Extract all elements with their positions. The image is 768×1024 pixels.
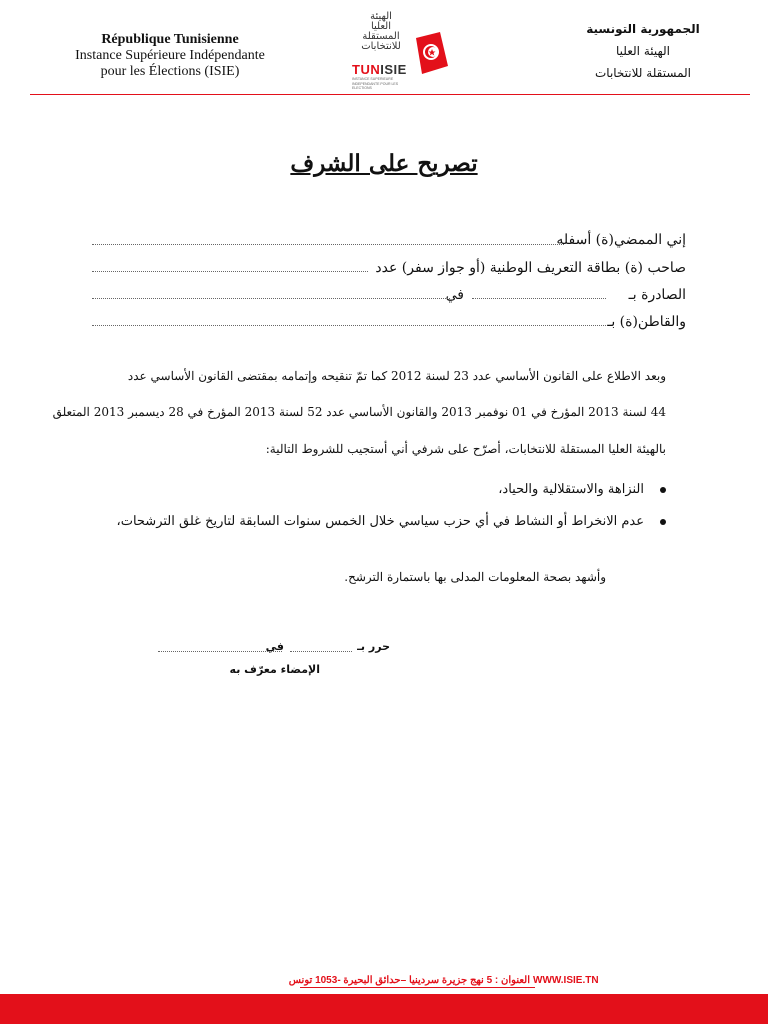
- isie-logo: [348, 12, 452, 94]
- body-paragraph-1: وبعد الاطلاع على القانون الأساسي عدد 23 لسنة 2012 كما تمّ تنقيحه وإتمامه بمقتضى القانون الأساسي عدد: [127, 369, 666, 383]
- body-paragraph-3: بالهيئة العليا المستقلة للانتخابات، أصرّح على شرفي أني أستجيب للشروط التالية:: [265, 442, 666, 456]
- logo-ar-line3: المستقلة: [362, 31, 400, 42]
- field-id-card-line[interactable]: [92, 271, 368, 272]
- footer: [30, 973, 730, 993]
- bullet-icon: [660, 519, 666, 525]
- logo-ar-line1: الهيئة: [370, 11, 392, 22]
- footer-address: العنوان : 5 نهج جزيرة سردينيا –حدائق البحيرة -1053 تونس: [288, 975, 530, 986]
- field-id-card-label: صاحب (ة) بطاقة التعريف الوطنية (أو جواز سفر) عدد: [375, 260, 686, 276]
- logo-ar-line4: للانتخابات: [361, 41, 401, 52]
- field-residing-line[interactable]: [92, 325, 606, 326]
- header-fr-line3: pour les Élections (ISIE): [100, 64, 240, 79]
- footer-red-band: [0, 994, 768, 1024]
- footer-website[interactable]: WWW.ISIE.TN: [533, 975, 599, 986]
- body-paragraph-4: وأشهد بصحة المعلومات المدلى بها باستمارة الترشح.: [344, 570, 606, 584]
- field-issued-on-line[interactable]: [92, 298, 450, 299]
- issued-at-line[interactable]: [290, 651, 352, 652]
- header-ar-line2: الهيئة العليا: [615, 44, 671, 58]
- issued-on-label: في: [265, 640, 284, 653]
- logo-isie: ISIE: [380, 62, 407, 77]
- document-title: تصريح على الشرف: [290, 150, 478, 177]
- condition-1-text: النزاهة والاستقلالية والحياد،: [498, 482, 644, 497]
- field-signatory-line[interactable]: [92, 244, 564, 245]
- bullet-icon: [660, 487, 666, 493]
- condition-bullet-1: [92, 481, 666, 499]
- logo-ar-line2: العليا: [370, 21, 392, 32]
- header-ar-line3: المستقلة للانتخابات: [594, 66, 692, 80]
- tunisia-flag-icon: [410, 32, 450, 74]
- header-french: [40, 32, 300, 80]
- logo-wordmark: [352, 62, 407, 77]
- condition-bullet-2: [92, 513, 666, 531]
- header-fr-line1: République Tunisienne: [101, 32, 239, 47]
- condition-2-text: عدم الانخراط أو النشاط في أي حزب سياسي خلال الخمس سنوات السابقة لتاريخ غلق الترشحات،: [116, 514, 644, 529]
- field-issued-on-label: في: [445, 287, 464, 303]
- header-divider: [30, 94, 750, 95]
- header-ar-line1: الجمهورية التونسية: [586, 22, 700, 36]
- header-fr-line2: Instance Supérieure Indépendante: [75, 48, 265, 63]
- field-residing-label: والقاطن(ة) بـ: [607, 314, 686, 330]
- signature-label: الإمضاء معرّف به: [229, 663, 320, 676]
- logo-arabic-text: [348, 12, 414, 52]
- logo-tun: TUN: [352, 62, 381, 77]
- field-issued-at-label: الصادرة بـ: [628, 287, 686, 303]
- header-arabic: [568, 18, 718, 84]
- body-paragraph-2: 44 لسنة 2013 المؤرخ في 01 نوفمبر 2013 والقانون الأساسي عدد 52 لسنة 2013 المؤرخ في 28 ديسمبر 2013 المتعلق: [52, 405, 666, 419]
- issued-at-label: حرر بـ: [357, 640, 390, 653]
- field-issued-at-line[interactable]: [472, 298, 606, 299]
- field-signatory-label: إني الممضي(ة) أسفله: [556, 232, 686, 248]
- footer-rule: [300, 987, 535, 988]
- logo-subtitle: INSTANCE SUPERIEURE INDEPENDANTE POUR LES ELECTIONS: [352, 77, 399, 90]
- issued-on-line[interactable]: [158, 651, 282, 652]
